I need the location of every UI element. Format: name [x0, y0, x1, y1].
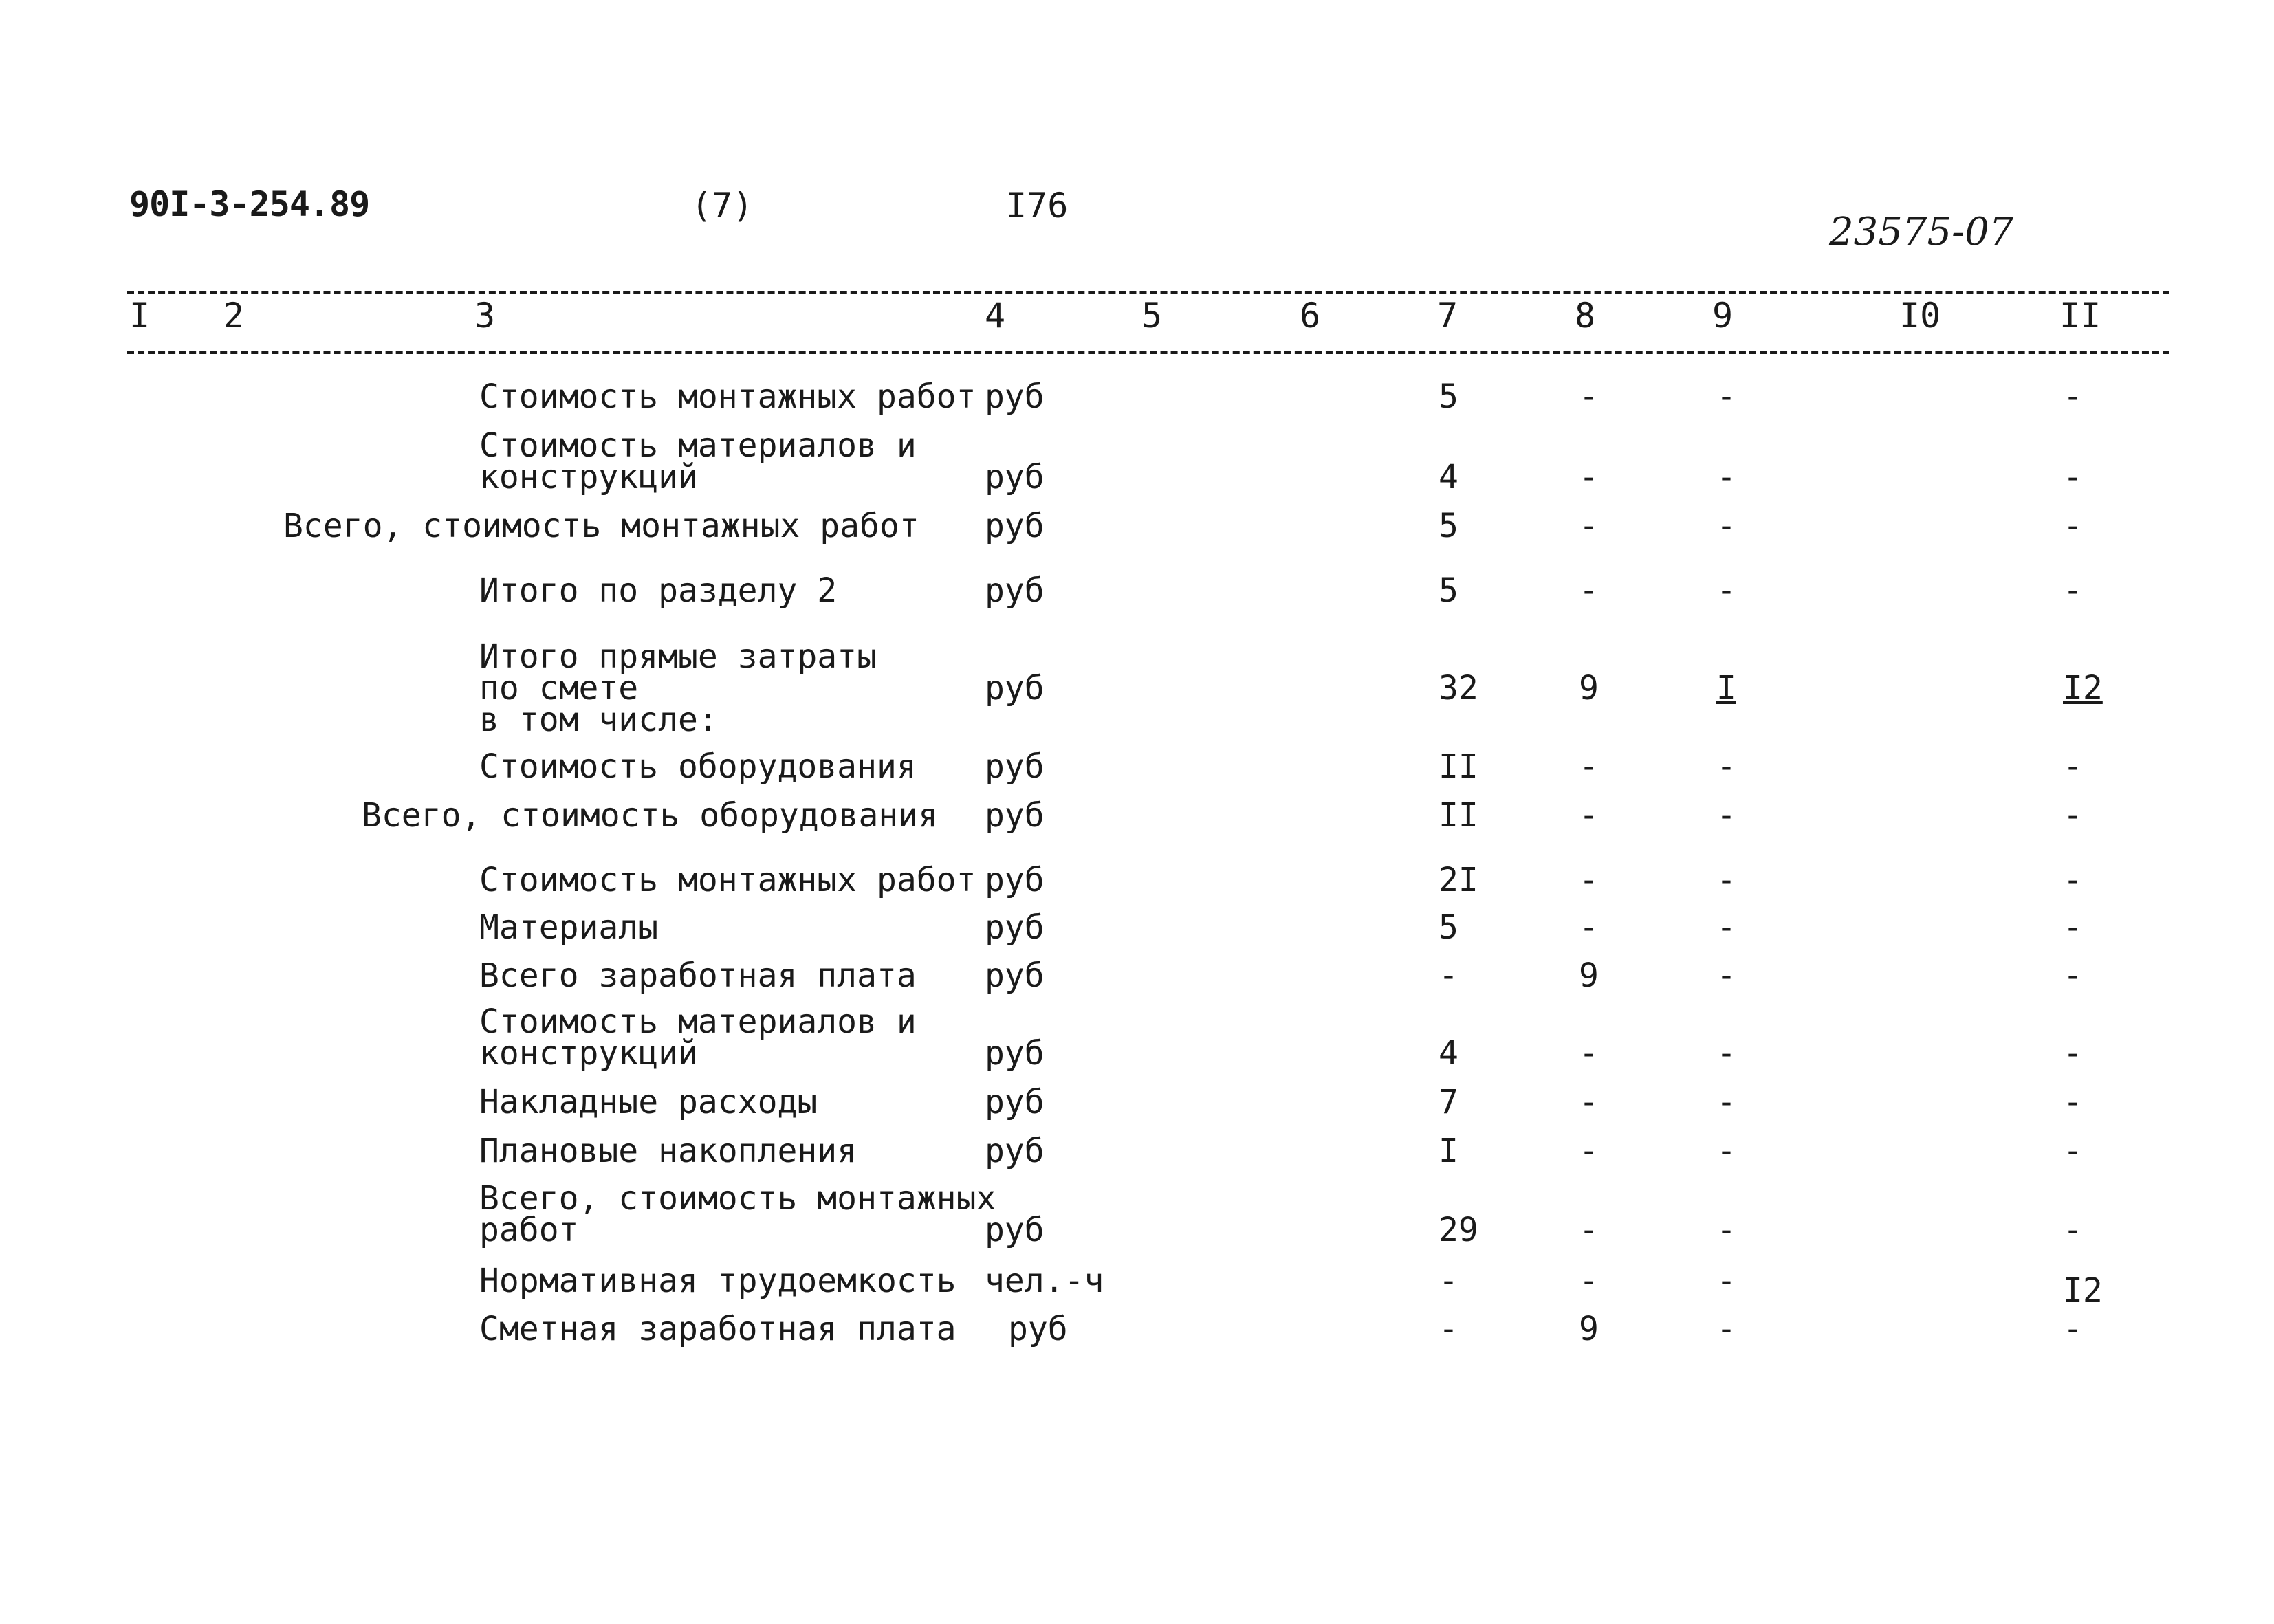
row-name: Стоимость материалов и конструкций: [479, 426, 917, 496]
document-code: 90I-3-254.89: [129, 184, 370, 224]
row-col8: -: [1579, 1034, 1599, 1073]
row-unit: руб: [985, 1211, 1045, 1249]
row-col9: -: [1716, 1310, 1736, 1348]
row-unit: чел.-ч: [985, 1262, 1104, 1300]
row-col8: -: [1579, 796, 1599, 835]
row-col7: 4: [1439, 458, 1458, 496]
row-col9: -: [1716, 956, 1736, 995]
row-unit: руб: [985, 747, 1045, 786]
row-col8: -: [1579, 908, 1599, 947]
row-name: Всего, стоимость монтажных работ: [283, 507, 919, 545]
row-name: Всего, стоимость оборудования: [362, 796, 939, 835]
row-col11: -: [2063, 908, 2083, 947]
row-col9: -: [1716, 1211, 1736, 1249]
row-col9: -: [1716, 377, 1736, 416]
row-unit: руб: [985, 571, 1045, 610]
column-number: I: [129, 296, 151, 336]
row-col9: -: [1716, 571, 1736, 610]
row-col8: -: [1579, 1211, 1599, 1249]
column-number: 8: [1575, 296, 1596, 336]
row-col8: -: [1579, 458, 1599, 496]
row-col7: I: [1439, 1132, 1458, 1170]
row-col11: -: [2063, 796, 2083, 835]
row-col9: -: [1716, 1034, 1736, 1073]
row-name: Стоимость оборудования: [479, 747, 917, 786]
row-unit: руб: [985, 377, 1045, 416]
row-unit: руб: [985, 669, 1045, 707]
row-name: Нормативная трудоемкость: [479, 1262, 956, 1300]
row-name: Всего, стоимость монтажных работ: [479, 1179, 996, 1249]
row-col9: -: [1716, 1132, 1736, 1170]
row-col9: -: [1716, 1083, 1736, 1121]
row-unit: руб: [985, 1132, 1045, 1170]
row-col11: I2: [2063, 1271, 2103, 1310]
row-col8: -: [1579, 1083, 1599, 1121]
row-unit: руб: [985, 458, 1045, 496]
row-col11: -: [2063, 1083, 2083, 1121]
column-number: 5: [1141, 296, 1163, 336]
row-col11: -: [2063, 956, 2083, 995]
row-col11: -: [2063, 1310, 2083, 1348]
row-col11: I2: [2063, 669, 2103, 707]
row-col11: -: [2063, 1132, 2083, 1170]
row-col7: 29: [1439, 1211, 1478, 1249]
row-col7: -: [1439, 1310, 1458, 1348]
row-col11: -: [2063, 1211, 2083, 1249]
row-unit: руб: [985, 796, 1045, 835]
section-number: (7): [691, 186, 754, 226]
row-col7: II: [1439, 747, 1478, 786]
row-name: Стоимость монтажных работ: [479, 861, 976, 899]
row-col11: -: [2063, 377, 2083, 416]
row-unit: руб: [985, 908, 1045, 947]
row-col7: 32: [1439, 669, 1478, 707]
row-col9: -: [1716, 458, 1736, 496]
row-col8: -: [1579, 377, 1599, 416]
row-col8: -: [1579, 861, 1599, 899]
row-col9: -: [1716, 861, 1736, 899]
row-name: Материалы: [479, 908, 659, 947]
column-number: 7: [1437, 296, 1458, 336]
handwritten-stamp: 23575-07: [1829, 210, 2014, 254]
column-number: 3: [474, 296, 496, 336]
row-name: Итого по разделу 2: [479, 571, 838, 610]
row-col8: 9: [1579, 956, 1599, 995]
row-col7: 4: [1439, 1034, 1458, 1073]
row-name: Сметная заработная плата: [479, 1310, 956, 1348]
row-col11: -: [2063, 507, 2083, 545]
page-number: I76: [1006, 186, 1069, 226]
column-number: I0: [1899, 296, 1941, 336]
row-col7: 5: [1439, 908, 1458, 947]
row-col11: -: [2063, 458, 2083, 496]
row-col11: -: [2063, 861, 2083, 899]
row-col9: -: [1716, 747, 1736, 786]
row-col11: -: [2063, 747, 2083, 786]
column-number: 2: [223, 296, 245, 336]
row-unit: руб: [1008, 1310, 1068, 1348]
row-name: Стоимость монтажных работ: [479, 377, 976, 416]
row-col9: I: [1716, 669, 1736, 707]
row-col11: -: [2063, 1034, 2083, 1073]
column-number: 9: [1712, 296, 1734, 336]
row-col7: 5: [1439, 507, 1458, 545]
row-col8: -: [1579, 571, 1599, 610]
column-number: 4: [985, 296, 1006, 336]
row-col11: -: [2063, 571, 2083, 610]
row-col7: -: [1439, 956, 1458, 995]
row-unit: руб: [985, 1034, 1045, 1073]
row-name: Плановые накопления: [479, 1132, 857, 1170]
row-col8: 9: [1579, 669, 1599, 707]
column-number: II: [2059, 296, 2101, 336]
row-col9: -: [1716, 796, 1736, 835]
row-name: Итого прямые затраты по смете в том числе:: [479, 637, 877, 739]
row-unit: руб: [985, 956, 1045, 995]
row-col7: 2I: [1439, 861, 1478, 899]
row-unit: руб: [985, 1083, 1045, 1121]
row-col9: -: [1716, 1262, 1736, 1300]
row-col8: -: [1579, 507, 1599, 545]
row-name: Всего заработная плата: [479, 956, 917, 995]
row-col7: 7: [1439, 1083, 1458, 1121]
row-col7: -: [1439, 1262, 1458, 1300]
row-col8: 9: [1579, 1310, 1599, 1348]
row-name: Стоимость материалов и конструкций: [479, 1002, 917, 1073]
row-col8: -: [1579, 1132, 1599, 1170]
row-col8: -: [1579, 1262, 1599, 1300]
row-col7: II: [1439, 796, 1478, 835]
row-col8: -: [1579, 747, 1599, 786]
row-col9: -: [1716, 908, 1736, 947]
row-unit: руб: [985, 507, 1045, 545]
row-name: Накладные расходы: [479, 1083, 818, 1121]
column-number: 6: [1300, 296, 1321, 336]
row-col7: 5: [1439, 571, 1458, 610]
row-col7: 5: [1439, 377, 1458, 416]
row-unit: руб: [985, 861, 1045, 899]
row-col9: -: [1716, 507, 1736, 545]
